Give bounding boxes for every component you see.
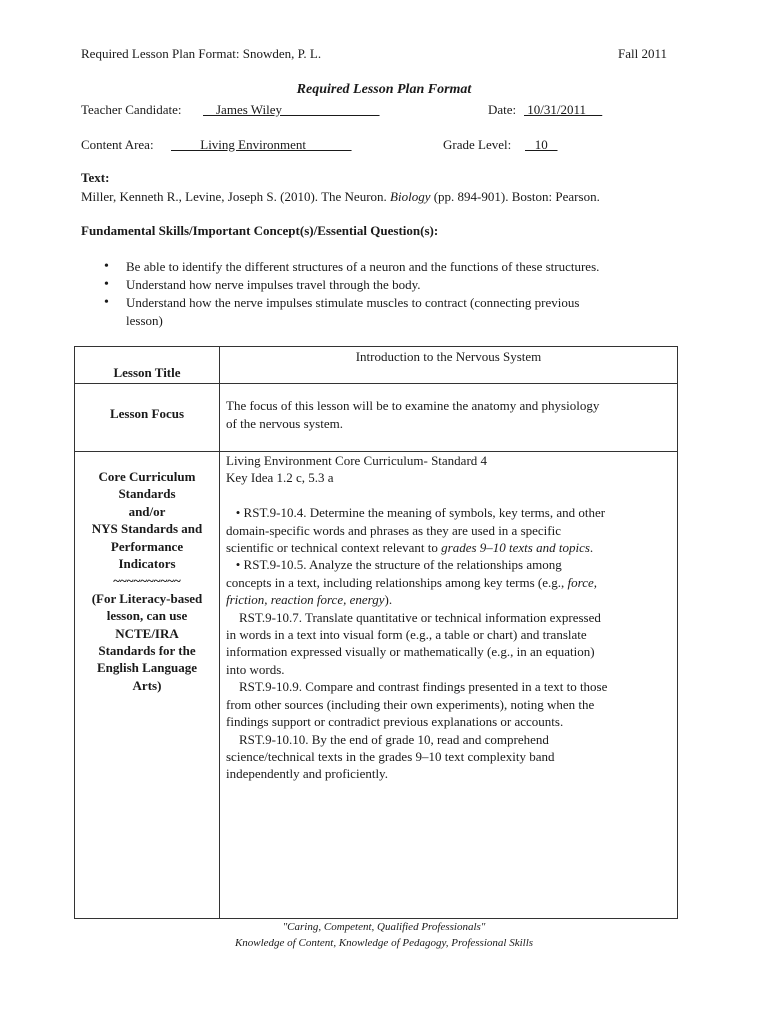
- content-area-value: Living Environment: [171, 137, 352, 152]
- teacher-label: Teacher Candidate:: [81, 102, 182, 117]
- grade-level-value: 10: [525, 137, 558, 152]
- running-header-left: Required Lesson Plan Format: Snowden, P. L.: [81, 46, 322, 61]
- running-header-right: Fall 2011: [618, 46, 667, 61]
- table-row: [75, 384, 678, 452]
- lesson-focus-label: Lesson Focus: [75, 384, 220, 452]
- footer-motto: "Caring, Competent, Qualified Professionals": [282, 921, 486, 933]
- lesson-focus-value: The focus of this lesson will be to examine the anatomy and physiology of the nervous system.: [220, 384, 678, 452]
- grade-level-label: Grade Level:: [443, 137, 512, 152]
- list-item: • Understand how the nerve impulses stimulate muscles to contract (connecting previous lesson): [100, 294, 690, 330]
- lesson-title-value: Introduction to the Nervous System: [220, 347, 678, 384]
- table-row: [75, 452, 678, 919]
- citation: Miller, Kenneth R., Levine, Joseph S. (2010). The Neuron. Biology (pp. 894-901). Boston: Pearson.: [81, 189, 600, 204]
- footer-tagline: Knowledge of Content, Knowledge of Pedagogy, Professional Skills: [234, 937, 534, 949]
- skills-heading: Fundamental Skills/Important Concept(s)/Essential Question(s):: [81, 223, 439, 238]
- document-title: Required Lesson Plan Format: [296, 82, 472, 97]
- list-item: • Be able to identify the different structures of a neuron and the functions of these structures.: [100, 258, 690, 276]
- date-value: 10/31/2011: [524, 102, 603, 117]
- table-row: [75, 347, 678, 384]
- lesson-plan-table: [74, 346, 678, 919]
- teacher-value: James Wiley: [203, 102, 380, 117]
- date-label: Date:: [488, 102, 517, 117]
- text-heading: Text:: [81, 170, 110, 185]
- standards-value: Living Environment Core Curriculum- Standard 4 Key Idea 1.2 c, 5.3 a • RST.9-10.4. Determine the meaning of symbols, key terms, and other domain-specific words and phrases as they are used in a specific scientific or technical context relevant to grades 9–10 texts and topics. • RST.9-10.5. Analyze the structure of the relationships among concepts in a text, including relationships among key terms (e.g., force, friction, reaction force, energy). RST.9-10.7. Translate quantitative or technical information expressed in words in a text into visual form (e.g., a table or chart) and translate information expressed visually or mathematically (e.g., in an equation) into words. RST.9-10.9. Compare and contrast findings presented in a text to those from other sources (including their own experiments), noting when the findings support or contradict previous explanations or accounts. RST.9-10.10. By the end of grade 10, read and comprehend science/technical texts in the grades 9–10 text complexity band independently and proficiently.: [220, 452, 678, 919]
- citation-book-title: Biology: [390, 189, 431, 204]
- list-item: • Understand how nerve impulses travel through the body.: [100, 276, 690, 294]
- content-area-label: Content Area:: [81, 137, 154, 152]
- skills-list: [100, 258, 690, 330]
- lesson-title-label: Lesson Title: [75, 347, 220, 384]
- standards-label: Core Curriculum Standards and/or NYS Standards and Performance Indicators ~~~~~~~~~~ (For Literacy-based lesson, can use NCTE/IRA Standards for the English Language Arts): [75, 452, 220, 919]
